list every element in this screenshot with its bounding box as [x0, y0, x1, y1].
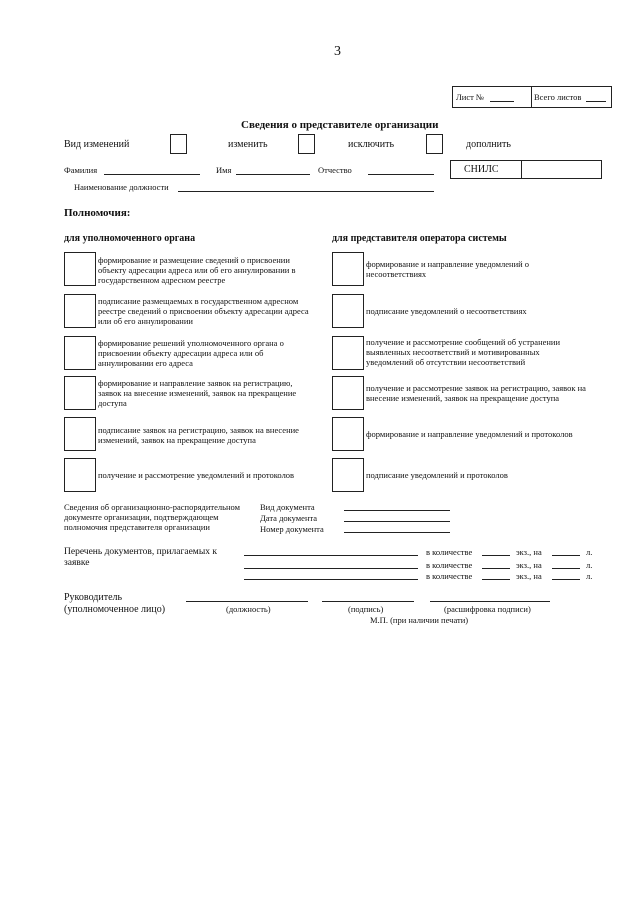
left-item-checkbox[interactable] [64, 336, 96, 370]
right-item-label: получение и рассмотрение заявок на регистрацию, заявок на внесение изменений, заявок на прекращение доступа [366, 383, 586, 403]
copies-field[interactable] [482, 555, 510, 556]
org-document-description: Сведения об организационно-распорядительном документе организации, подтверждающем полномочия представителя организации [64, 502, 240, 532]
signature-decode-field[interactable] [430, 601, 550, 602]
signature-caption: (подпись) [348, 604, 384, 614]
right-item-label: формирование и направление уведомлений и протоколов [366, 429, 573, 439]
add-checkbox[interactable] [426, 134, 443, 154]
powers-heading: Полномочия: [64, 207, 131, 219]
attachment-name-field[interactable] [244, 568, 418, 569]
signature-decode-caption: (расшифровка подписи) [444, 604, 531, 614]
left-item-label: получение и рассмотрение уведомлений и протоколов [98, 470, 295, 480]
sheets-label: л. [586, 547, 593, 557]
change-type-label: Вид изменений [64, 139, 130, 150]
sheets-field[interactable] [552, 568, 580, 569]
right-item-label: получение и рассмотрение сообщений об устранении выявленных несоответствий и мотивированных уведомлений об отсутствии несоответствий [366, 337, 561, 367]
head-sublabel: (уполномоченное лицо) [64, 604, 166, 615]
quantity-label: в количестве [426, 547, 473, 557]
copies-field[interactable] [482, 568, 510, 569]
position-title-label: Наименование должности [74, 182, 169, 192]
doc-number-field[interactable] [344, 532, 450, 533]
right-item-checkbox[interactable] [332, 417, 364, 451]
left-item-checkbox[interactable] [64, 417, 96, 451]
right-item-label: подписание уведомлений о несоответствиях [366, 306, 527, 316]
copies-label: экз., на [516, 560, 542, 570]
left-item-checkbox[interactable] [64, 376, 96, 410]
left-item-label: формирование и направление заявок на регистрацию, заявок на внесение изменений, заявок на прекращение доступа [98, 378, 297, 408]
surname-label: Фамилия [64, 165, 98, 175]
right-item-checkbox[interactable] [332, 294, 364, 328]
left-item-label: формирование и размещение сведений о присвоении объекту адресации адреса или об его аннулировании в государственном адресном реестре [98, 255, 296, 285]
change-option-label: изменить [228, 139, 268, 150]
right-item-checkbox[interactable] [332, 458, 364, 492]
sheets-field[interactable] [552, 579, 580, 580]
copies-label: экз., на [516, 547, 542, 557]
position-field[interactable] [186, 601, 308, 602]
total-sheets-label: Всего листов [534, 92, 582, 102]
position-caption: (должность) [226, 604, 271, 614]
left-item-checkbox[interactable] [64, 458, 96, 492]
add-option-label: дополнить [466, 139, 511, 150]
surname-field[interactable] [104, 174, 200, 175]
right-item-checkbox[interactable] [332, 252, 364, 286]
stamp-caption: М.П. (при наличии печати) [370, 615, 469, 625]
left-column-heading: для уполномоченного органа [64, 233, 196, 244]
exclude-checkbox[interactable] [298, 134, 315, 154]
left-item-label: формирование решений уполномоченного органа о присвоении объекту адресации адреса или об аннулировании его адреса [98, 338, 284, 368]
sheet-number-label: Лист № [456, 92, 485, 102]
sheets-label: л. [586, 571, 593, 581]
snils-label: СНИЛС [464, 164, 499, 175]
doc-type-field[interactable] [344, 510, 450, 511]
quantity-label: в количестве [426, 560, 473, 570]
position-title-field[interactable] [178, 191, 434, 192]
right-item-checkbox[interactable] [332, 336, 364, 370]
doc-date-field[interactable] [344, 521, 450, 522]
signature-field[interactable] [322, 601, 414, 602]
doc-date-label: Дата документа [260, 513, 318, 523]
left-item-label: подписание заявок на регистрацию, заявок на внесение изменений, заявок на прекращение доступа [98, 425, 299, 445]
attachment-name-field[interactable] [244, 579, 418, 580]
right-column-heading: для представителя оператора системы [332, 233, 507, 244]
attachments-label: Перечень документов, прилагаемых к заявке [64, 547, 217, 568]
name-label: Имя [216, 165, 232, 175]
change-checkbox[interactable] [170, 134, 187, 154]
head-label: Руководитель [64, 592, 123, 603]
right-item-checkbox[interactable] [332, 376, 364, 410]
left-item-checkbox[interactable] [64, 294, 96, 328]
patronymic-field[interactable] [368, 174, 434, 175]
page-number: 3 [334, 44, 341, 59]
exclude-option-label: исключить [348, 139, 395, 150]
name-field[interactable] [236, 174, 310, 175]
doc-number-label: Номер документа [260, 524, 324, 534]
sheets-field[interactable] [552, 555, 580, 556]
left-item-label: подписание размещаемых в государственном адресном реестре сведений о присвоении объекту адресации адреса или об его аннулировании [98, 296, 309, 326]
right-item-label: подписание уведомлений и протоколов [366, 470, 508, 480]
page-title: Сведения о представителе организации [241, 119, 439, 131]
quantity-label: в количестве [426, 571, 473, 581]
left-item-checkbox[interactable] [64, 252, 96, 286]
right-item-label: формирование и направление уведомлений о несоответствиях [366, 259, 530, 279]
copies-field[interactable] [482, 579, 510, 580]
patronymic-label: Отчество [318, 165, 352, 175]
sheets-label: л. [586, 560, 593, 570]
copies-label: экз., на [516, 571, 542, 581]
doc-type-label: Вид документа [260, 502, 315, 512]
total-sheets-field[interactable] [586, 101, 606, 102]
sheet-number-field[interactable] [490, 101, 514, 102]
attachment-name-field[interactable] [244, 555, 418, 556]
